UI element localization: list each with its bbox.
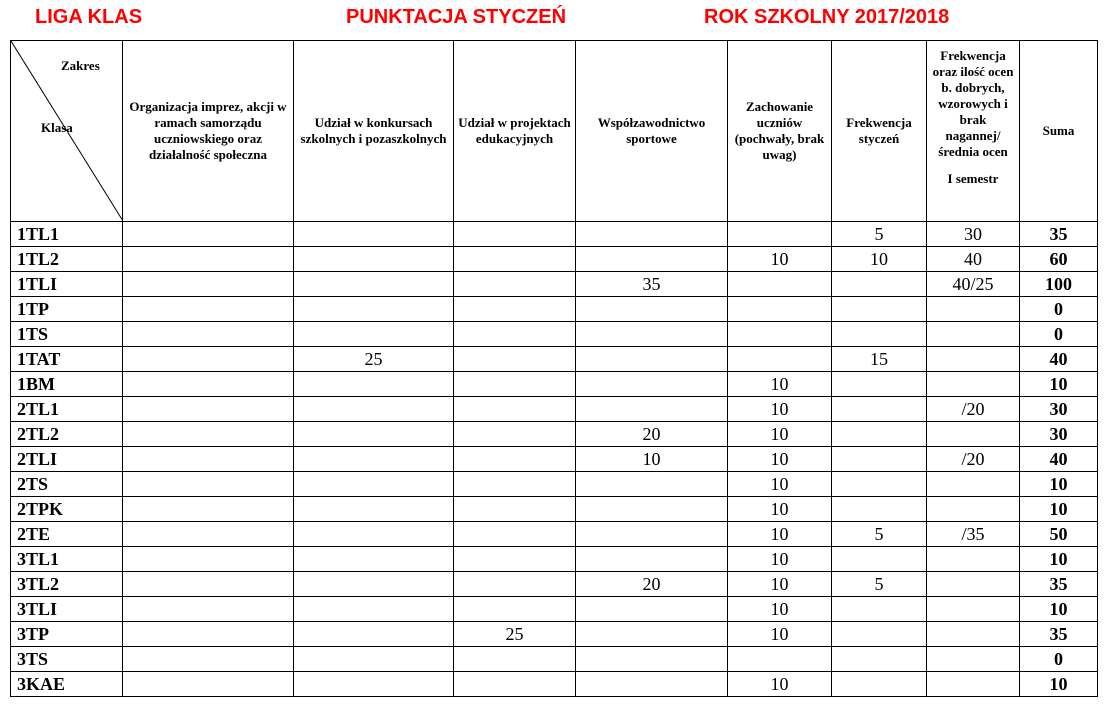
cell-sport: 20	[576, 422, 728, 447]
cell-konkursy	[294, 372, 454, 397]
header-organizacja-label: Organizacja imprez, akcji w ramach samorządu uczniowskiego oraz działalność społeczna	[129, 99, 287, 162]
cell-frek-oceny: /35	[927, 522, 1020, 547]
cell-konkursy	[294, 672, 454, 697]
cell-klasa: 2TL2	[11, 422, 123, 447]
cell-sport	[576, 222, 728, 247]
cell-sport	[576, 397, 728, 422]
cell-konkursy	[294, 472, 454, 497]
cell-organizacja	[123, 297, 294, 322]
cell-zachowanie: 10	[728, 372, 832, 397]
cell-konkursy	[294, 572, 454, 597]
cell-frek-oceny	[927, 422, 1020, 447]
cell-organizacja	[123, 447, 294, 472]
cell-frekwencja	[832, 372, 927, 397]
cell-klasa: 1TP	[11, 297, 123, 322]
cell-frek-oceny	[927, 572, 1020, 597]
cell-suma: 35	[1020, 622, 1098, 647]
table-row	[11, 647, 1098, 672]
cell-projekty	[454, 222, 576, 247]
header-konkursy-label: Udział w konkursach szkolnych i pozaszkolnych	[300, 115, 447, 146]
cell-suma: 60	[1020, 247, 1098, 272]
table-row	[11, 422, 1098, 447]
cell-suma: 10	[1020, 372, 1098, 397]
cell-konkursy	[294, 247, 454, 272]
cell-klasa: 2TL1	[11, 397, 123, 422]
cell-konkursy	[294, 447, 454, 472]
header-semestr-label: I semestr	[947, 171, 999, 186]
cell-suma: 0	[1020, 297, 1098, 322]
cell-organizacja	[123, 522, 294, 547]
cell-suma: 40	[1020, 347, 1098, 372]
table-row	[11, 322, 1098, 347]
table-row	[11, 597, 1098, 622]
header-organizacja	[123, 41, 294, 222]
cell-frek-oceny: 40	[927, 247, 1020, 272]
cell-frekwencja	[832, 472, 927, 497]
cell-sport	[576, 347, 728, 372]
cell-sport: 20	[576, 572, 728, 597]
cell-zachowanie: 10	[728, 247, 832, 272]
table-row	[11, 397, 1098, 422]
cell-zachowanie: 10	[728, 622, 832, 647]
cell-projekty	[454, 447, 576, 472]
cell-suma: 35	[1020, 222, 1098, 247]
table-row	[11, 672, 1098, 697]
cell-frekwencja: 10	[832, 247, 927, 272]
cell-klasa: 2TPK	[11, 497, 123, 522]
cell-organizacja	[123, 347, 294, 372]
table-row	[11, 247, 1098, 272]
table-row	[11, 472, 1098, 497]
header-zakres: Zakres	[61, 58, 100, 73]
cell-zachowanie	[728, 647, 832, 672]
cell-projekty	[454, 672, 576, 697]
cell-klasa: 2TLI	[11, 447, 123, 472]
cell-zachowanie: 10	[728, 672, 832, 697]
header-klasa: Klasa	[41, 120, 73, 135]
cell-organizacja	[123, 622, 294, 647]
cell-frek-oceny	[927, 647, 1020, 672]
cell-suma: 10	[1020, 497, 1098, 522]
cell-projekty	[454, 347, 576, 372]
header-corner-cell	[11, 41, 123, 222]
cell-frekwencja: 5	[832, 222, 927, 247]
cell-organizacja	[123, 372, 294, 397]
cell-sport	[576, 247, 728, 272]
cell-suma: 0	[1020, 322, 1098, 347]
cell-projekty	[454, 497, 576, 522]
cell-frekwencja	[832, 647, 927, 672]
cell-konkursy	[294, 322, 454, 347]
header-frekwencja-label: Frekwencja styczeń	[846, 115, 912, 146]
cell-konkursy	[294, 597, 454, 622]
header-sport	[576, 41, 728, 222]
cell-konkursy	[294, 422, 454, 447]
table-row	[11, 347, 1098, 372]
header-frekwencja-oceny-label: Frekwencja oraz ilość ocen b. dobrych, wzorowych i brak nagannej/ średnia ocen	[932, 48, 1014, 159]
cell-suma: 30	[1020, 397, 1098, 422]
cell-zachowanie	[728, 322, 832, 347]
cell-konkursy	[294, 297, 454, 322]
header-konkursy	[294, 41, 454, 222]
table-row	[11, 572, 1098, 597]
header-zachowanie	[728, 41, 832, 222]
cell-sport: 10	[576, 447, 728, 472]
cell-suma: 40	[1020, 447, 1098, 472]
cell-organizacja	[123, 672, 294, 697]
cell-frek-oceny	[927, 672, 1020, 697]
cell-konkursy	[294, 272, 454, 297]
cell-sport	[576, 622, 728, 647]
table-row	[11, 222, 1098, 247]
table-row	[11, 622, 1098, 647]
table-row	[11, 372, 1098, 397]
cell-zachowanie: 10	[728, 597, 832, 622]
header-projekty	[454, 41, 576, 222]
cell-sport	[576, 597, 728, 622]
cell-frek-oceny	[927, 347, 1020, 372]
cell-sport	[576, 672, 728, 697]
cell-zachowanie: 10	[728, 572, 832, 597]
table-body	[11, 222, 1098, 697]
cell-frekwencja	[832, 272, 927, 297]
cell-frekwencja	[832, 597, 927, 622]
cell-zachowanie: 10	[728, 547, 832, 572]
cell-zachowanie	[728, 297, 832, 322]
title-punktacja: PUNKTACJA STYCZEŃ	[346, 6, 567, 28]
cell-frek-oceny	[927, 372, 1020, 397]
cell-konkursy	[294, 647, 454, 672]
cell-klasa: 3TP	[11, 622, 123, 647]
cell-projekty	[454, 247, 576, 272]
cell-projekty	[454, 397, 576, 422]
cell-zachowanie	[728, 347, 832, 372]
cell-zachowanie: 10	[728, 497, 832, 522]
cell-projekty	[454, 572, 576, 597]
cell-projekty	[454, 647, 576, 672]
cell-frek-oceny	[927, 322, 1020, 347]
cell-suma: 35	[1020, 572, 1098, 597]
cell-zachowanie: 10	[728, 422, 832, 447]
cell-sport: 35	[576, 272, 728, 297]
cell-organizacja	[123, 397, 294, 422]
header-frekwencja	[832, 41, 927, 222]
cell-suma: 30	[1020, 422, 1098, 447]
cell-sport	[576, 322, 728, 347]
header-zachowanie-label: Zachowanie uczniów (pochwały, brak uwag)	[734, 99, 825, 162]
cell-projekty	[454, 372, 576, 397]
cell-konkursy: 25	[294, 347, 454, 372]
cell-sport	[576, 372, 728, 397]
cell-frek-oceny: 30	[927, 222, 1020, 247]
cell-frek-oceny: /20	[927, 397, 1020, 422]
header-sport-label: Współzawodnictwo sportowe	[597, 115, 706, 146]
cell-klasa: 1TAT	[11, 347, 123, 372]
cell-klasa: 3TLI	[11, 597, 123, 622]
cell-zachowanie: 10	[728, 447, 832, 472]
cell-projekty	[454, 322, 576, 347]
cell-frek-oceny	[927, 497, 1020, 522]
table-row	[11, 272, 1098, 297]
table-row	[11, 547, 1098, 572]
cell-frek-oceny	[927, 472, 1020, 497]
cell-frek-oceny	[927, 597, 1020, 622]
cell-konkursy	[294, 222, 454, 247]
cell-konkursy	[294, 522, 454, 547]
cell-sport	[576, 497, 728, 522]
cell-suma: 10	[1020, 672, 1098, 697]
cell-projekty	[454, 472, 576, 497]
cell-suma: 100	[1020, 272, 1098, 297]
cell-sport	[576, 547, 728, 572]
cell-klasa: 1TL1	[11, 222, 123, 247]
cell-klasa: 3TL1	[11, 547, 123, 572]
cell-konkursy	[294, 622, 454, 647]
header-suma-label: Suma	[1042, 123, 1075, 138]
cell-organizacja	[123, 647, 294, 672]
header-suma	[1020, 41, 1098, 222]
cell-klasa: 1TS	[11, 322, 123, 347]
cell-frek-oceny	[927, 297, 1020, 322]
cell-klasa: 1BM	[11, 372, 123, 397]
cell-klasa: 2TS	[11, 472, 123, 497]
cell-frek-oceny: 40/25	[927, 272, 1020, 297]
header-row	[11, 41, 1098, 222]
cell-konkursy	[294, 397, 454, 422]
cell-frekwencja	[832, 397, 927, 422]
cell-organizacja	[123, 322, 294, 347]
header-frekwencja-oceny	[927, 41, 1020, 222]
cell-organizacja	[123, 497, 294, 522]
cell-klasa: 3TL2	[11, 572, 123, 597]
cell-klasa: 1TL2	[11, 247, 123, 272]
cell-frek-oceny	[927, 547, 1020, 572]
cell-zachowanie: 10	[728, 522, 832, 547]
cell-frekwencja	[832, 322, 927, 347]
cell-klasa: 3KAE	[11, 672, 123, 697]
table-row	[11, 497, 1098, 522]
cell-organizacja	[123, 247, 294, 272]
cell-organizacja	[123, 472, 294, 497]
cell-klasa: 2TE	[11, 522, 123, 547]
table-row	[11, 522, 1098, 547]
title-rok-szkolny: ROK SZKOLNY 2017/2018	[704, 6, 950, 28]
cell-frekwencja	[832, 672, 927, 697]
cell-suma: 10	[1020, 472, 1098, 497]
cell-frek-oceny: /20	[927, 447, 1020, 472]
cell-frekwencja	[832, 297, 927, 322]
cell-suma: 0	[1020, 647, 1098, 672]
cell-klasa: 3TS	[11, 647, 123, 672]
cell-projekty	[454, 297, 576, 322]
cell-organizacja	[123, 222, 294, 247]
cell-organizacja	[123, 422, 294, 447]
cell-sport	[576, 647, 728, 672]
cell-konkursy	[294, 547, 454, 572]
cell-organizacja	[123, 547, 294, 572]
cell-projekty: 25	[454, 622, 576, 647]
cell-konkursy	[294, 497, 454, 522]
cell-frekwencja: 15	[832, 347, 927, 372]
cell-frekwencja	[832, 497, 927, 522]
cell-suma: 50	[1020, 522, 1098, 547]
cell-projekty	[454, 547, 576, 572]
cell-frekwencja	[832, 422, 927, 447]
cell-organizacja	[123, 572, 294, 597]
cell-frekwencja: 5	[832, 522, 927, 547]
cell-frekwencja	[832, 622, 927, 647]
header-projekty-label: Udział w projektach edukacyjnych	[458, 115, 571, 146]
cell-sport	[576, 297, 728, 322]
cell-organizacja	[123, 597, 294, 622]
cell-suma: 10	[1020, 597, 1098, 622]
cell-sport	[576, 522, 728, 547]
table-row	[11, 447, 1098, 472]
cell-zachowanie	[728, 272, 832, 297]
ranking-table	[10, 40, 1098, 697]
title-liga-klas: LIGA KLAS	[35, 6, 143, 28]
cell-klasa: 1TLI	[11, 272, 123, 297]
table-row	[11, 297, 1098, 322]
cell-projekty	[454, 422, 576, 447]
cell-frek-oceny	[927, 622, 1020, 647]
cell-sport	[576, 472, 728, 497]
cell-projekty	[454, 522, 576, 547]
cell-frekwencja	[832, 447, 927, 472]
cell-suma: 10	[1020, 547, 1098, 572]
cell-projekty	[454, 272, 576, 297]
cell-zachowanie	[728, 222, 832, 247]
cell-zachowanie: 10	[728, 397, 832, 422]
cell-zachowanie: 10	[728, 472, 832, 497]
cell-organizacja	[123, 272, 294, 297]
cell-frekwencja	[832, 547, 927, 572]
cell-projekty	[454, 597, 576, 622]
cell-frekwencja: 5	[832, 572, 927, 597]
